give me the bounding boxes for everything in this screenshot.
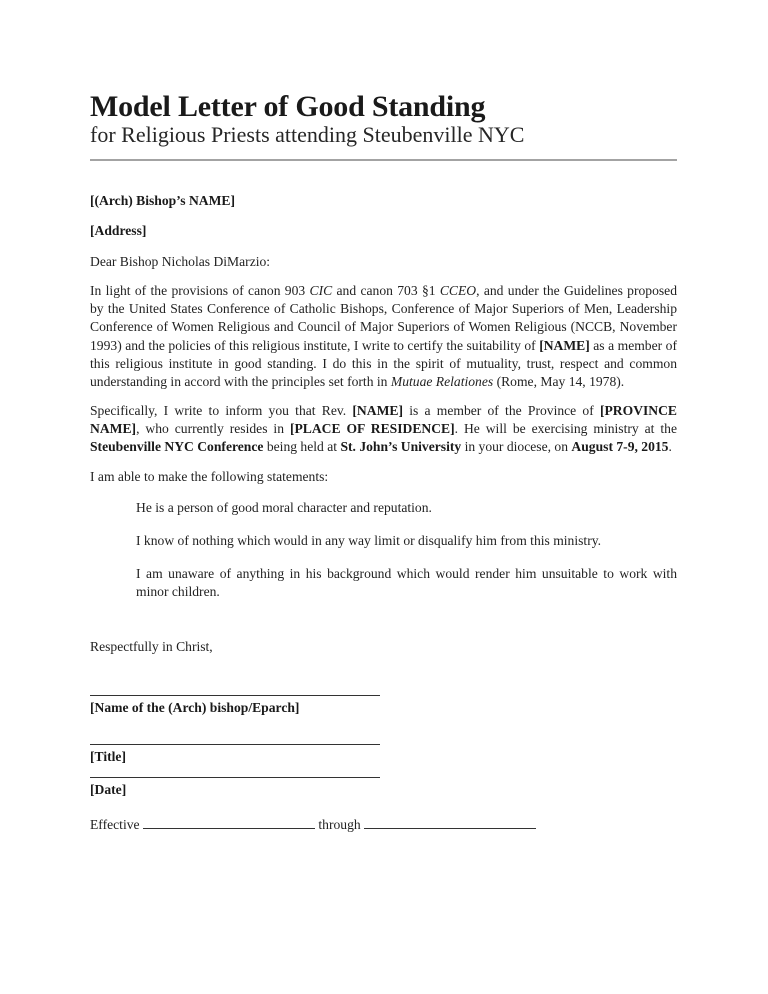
p1-document-reference: Mutuae Relationes: [390, 374, 494, 390]
through-label: through: [318, 817, 361, 832]
p2-text: .: [668, 439, 672, 455]
p2-conference: Steubenville NYC Conference: [90, 439, 264, 455]
p2-residence-placeholder: [PLACE OF RESIDENCE]: [289, 421, 455, 437]
p1-text: and canon 703 §1: [332, 283, 440, 298]
p2-text: being held at: [263, 439, 341, 455]
statement-item: He is a person of good moral character and reputation.: [136, 500, 432, 515]
p2-name-placeholder: [NAME]: [352, 403, 403, 418]
paragraph-certification: [90, 282, 677, 391]
paragraph-specifics: [90, 402, 677, 457]
statement-item: I am unaware of anything in his background which would render him unsuitable to work with minor children.: [136, 566, 677, 600]
recipient-address-placeholder: [Address]: [90, 223, 147, 238]
effective-label: Effective: [90, 817, 140, 832]
p2-province-placeholder: [PROVINCE NAME]: [90, 403, 677, 437]
p1-text: , and under the Guidelines proposed by the United States Conference of Catholic Bishops, Conference of Major Superiors of Men, Leadership Conference of Women Religious and Council of Major Superiors of Women Religious (NCCB, November 1993) and the policies of this religious institute, I write to certify the suitability of: [90, 283, 678, 353]
p2-text: is a member of the Province of: [403, 403, 600, 418]
statements-intro: I am able to make the following statements:: [90, 469, 329, 484]
p1-text: (Rome, May 14, 1978).: [493, 374, 625, 390]
closing: Respectfully in Christ,: [90, 639, 213, 654]
signature-date-label: [Date]: [90, 782, 127, 797]
header-divider: [90, 159, 677, 161]
salutation: Dear Bishop Nicholas DiMarzio:: [90, 254, 271, 269]
signature-title-label: [Title]: [90, 749, 126, 764]
title-line: [90, 744, 380, 745]
p2-text: . He will be exercising ministry at the: [454, 421, 677, 437]
p1-name-placeholder: [NAME]: [539, 337, 590, 353]
signature-name-label: [Name of the (Arch) bishop/Eparch]: [90, 700, 300, 715]
effective-end-blank: [364, 816, 536, 829]
p2-text: , who currently resides in: [136, 421, 290, 437]
p2-text: Specifically, I write to inform you that Rev.: [90, 403, 353, 418]
date-line: [90, 777, 380, 778]
statement-item: I know of nothing which would in any way limit or disqualify him from this ministry.: [136, 533, 602, 548]
p1-cceo: CCEO: [439, 283, 477, 298]
effective-period: [90, 816, 677, 834]
document-subtitle: for Religious Priests attending Steubenville NYC: [90, 122, 525, 147]
document-title: Model Letter of Good Standing: [90, 90, 486, 123]
p1-text: as a member of this religious institute in good standing. I do this in the spirit of mutuality, trust, respect and common understanding in accord with the principles set forth in: [90, 337, 677, 390]
effective-start-blank: [143, 816, 315, 829]
recipient-name-placeholder: [(Arch) Bishop’s NAME]: [90, 193, 235, 208]
p2-dates: August 7-9, 2015: [571, 439, 669, 455]
p1-cic: CIC: [309, 283, 333, 298]
p2-venue: St. John’s University: [340, 439, 462, 455]
p1-text: In light of the provisions of canon 903: [90, 283, 310, 298]
signature-line: [90, 695, 380, 696]
p2-text: in your diocese, on: [461, 439, 572, 455]
